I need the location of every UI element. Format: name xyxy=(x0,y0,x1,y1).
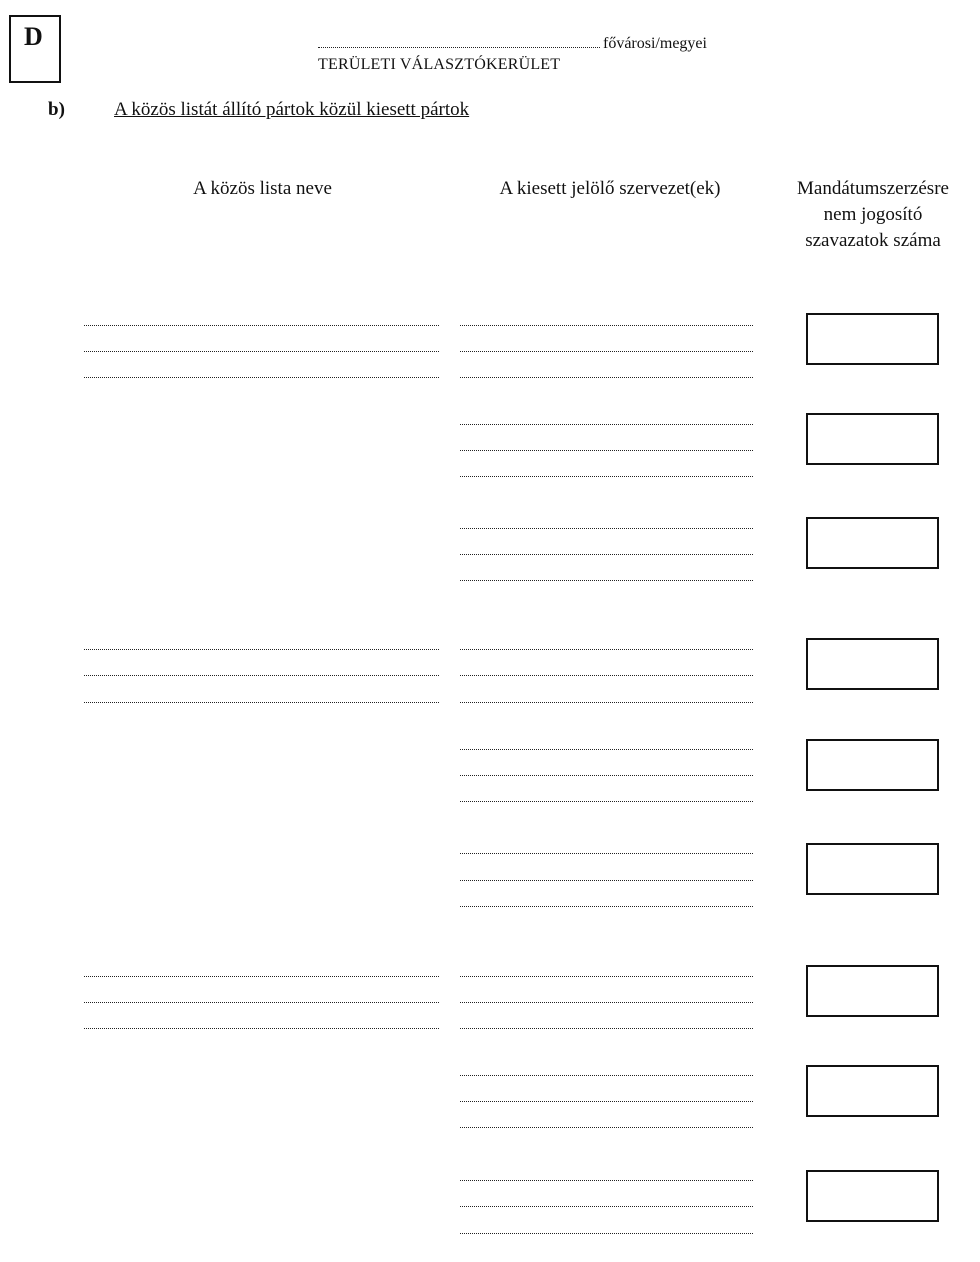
section-title: A közös listát állító pártok közül kiesett pártok xyxy=(114,99,470,120)
dropped-org-input[interactable] xyxy=(460,801,753,802)
vote-count-box[interactable] xyxy=(806,1170,939,1222)
vote-count-box[interactable] xyxy=(806,517,939,569)
list-name-input[interactable] xyxy=(84,702,439,703)
county-input[interactable] xyxy=(318,47,600,48)
vote-count-box[interactable] xyxy=(806,638,939,690)
dropped-org-input[interactable] xyxy=(460,649,753,650)
dropped-org-input[interactable] xyxy=(460,906,753,907)
vote-count-box[interactable] xyxy=(806,313,939,365)
vote-count-box[interactable] xyxy=(806,965,939,1017)
dropped-org-input[interactable] xyxy=(460,476,753,477)
section-letter: b) xyxy=(48,99,65,120)
dropped-org-input[interactable] xyxy=(460,675,753,676)
list-name-input[interactable] xyxy=(84,675,439,676)
dropped-org-input[interactable] xyxy=(460,749,753,750)
dropped-org-input[interactable] xyxy=(460,325,753,326)
list-name-input[interactable] xyxy=(84,1028,439,1029)
list-name-input[interactable] xyxy=(84,377,439,378)
dropped-org-input[interactable] xyxy=(460,976,753,977)
dropped-org-input[interactable] xyxy=(460,450,753,451)
dropped-org-input[interactable] xyxy=(460,528,753,529)
list-name-input[interactable] xyxy=(84,649,439,650)
dropped-org-input[interactable] xyxy=(460,1233,753,1234)
dropped-org-input[interactable] xyxy=(460,702,753,703)
county-fill-line xyxy=(318,35,707,53)
list-name-input[interactable] xyxy=(84,976,439,977)
dropped-org-input[interactable] xyxy=(460,1127,753,1128)
dropped-org-input[interactable] xyxy=(460,554,753,555)
dropped-org-input[interactable] xyxy=(460,580,753,581)
dropped-org-input[interactable] xyxy=(460,377,753,378)
section-badge-letter: D xyxy=(24,22,43,51)
column-header-list-name: A közös lista neve xyxy=(193,178,332,199)
dropped-org-input[interactable] xyxy=(460,1101,753,1102)
dropped-org-input[interactable] xyxy=(460,1075,753,1076)
column-header-votes-line: szavazatok száma xyxy=(805,230,941,251)
dropped-org-input[interactable] xyxy=(460,424,753,425)
vote-count-box[interactable] xyxy=(806,1065,939,1117)
dropped-org-input[interactable] xyxy=(460,1028,753,1029)
dropped-org-input[interactable] xyxy=(460,1180,753,1181)
dropped-org-input[interactable] xyxy=(460,880,753,881)
dropped-org-input[interactable] xyxy=(460,775,753,776)
vote-count-box[interactable] xyxy=(806,843,939,895)
list-name-input[interactable] xyxy=(84,325,439,326)
list-name-input[interactable] xyxy=(84,351,439,352)
dropped-org-input[interactable] xyxy=(460,351,753,352)
column-header-dropped-org: A kiesett jelölő szervezet(ek) xyxy=(499,178,721,199)
vote-count-box[interactable] xyxy=(806,739,939,791)
dropped-org-input[interactable] xyxy=(460,853,753,854)
dropped-org-input[interactable] xyxy=(460,1002,753,1003)
column-header-votes xyxy=(778,176,968,254)
dropped-org-input[interactable] xyxy=(460,1206,753,1207)
column-header-votes-line: Mandátumszerzésre xyxy=(797,178,949,199)
district-label: TERÜLETI VÁLASZTÓKERÜLET xyxy=(318,56,561,73)
list-name-input[interactable] xyxy=(84,1002,439,1003)
vote-count-box[interactable] xyxy=(806,413,939,465)
county-suffix: fővárosi/megyei xyxy=(603,35,707,52)
column-header-votes-line: nem jogosító xyxy=(823,204,923,225)
